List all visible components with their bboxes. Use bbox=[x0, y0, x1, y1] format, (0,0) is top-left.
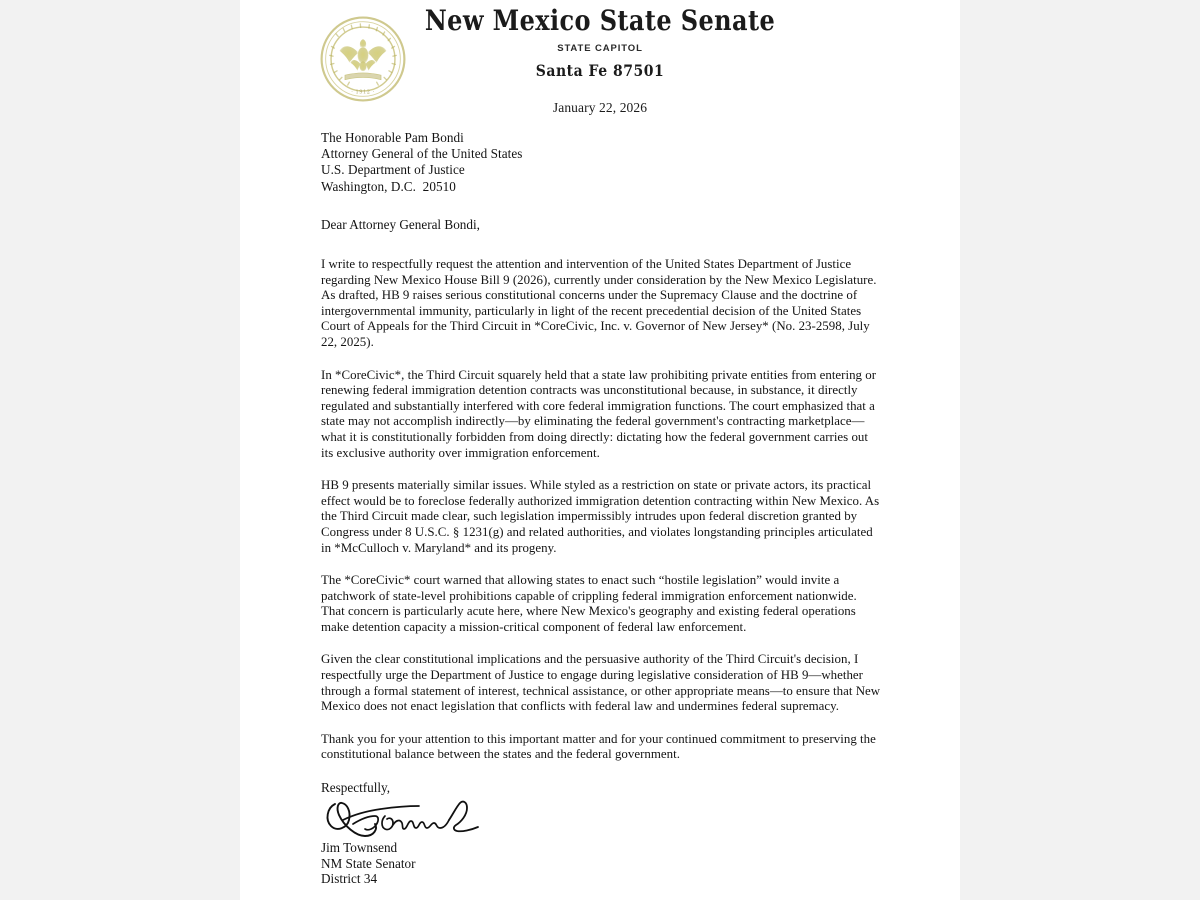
addressee-line-1: The Honorable Pam Bondi bbox=[321, 130, 464, 145]
signer-title: NM State Senator bbox=[321, 855, 416, 871]
signature-block bbox=[321, 840, 883, 887]
letterhead-city-zip: Santa Fe 87501 bbox=[535, 62, 665, 81]
letter-body bbox=[321, 130, 883, 887]
salutation: Dear Attorney General Bondi, bbox=[321, 216, 480, 232]
letterhead bbox=[240, 0, 960, 116]
addressee-block bbox=[321, 130, 883, 195]
body-paragraph-3: HB 9 presents materially similar issues. While styled as a restriction on state or private actors, its practical effect would be to foreclose federally authorized immigration detention contracting within New Mexico. As the Third Circuit made clear, such legislation impermissibly intrudes upon federal discretion granted by Congress under 8 U.S.C. § 1231(g) and related authorities, and violates longstanding principles articulated in *McCulloch v. Maryland* and its progeny. bbox=[321, 478, 880, 555]
body-paragraph-4: The *CoreCivic* court warned that allowing states to enact such “hostile legislation” would invite a patchwork of state-level prohibitions capable of crippling federal immigration enforcement nationwide. That concern is particularly acute here, where New Mexico's geography and existing federal operations make detention capacity a mission-critical component of federal law enforcement. bbox=[321, 573, 857, 634]
addressee-line-2: Attorney General of the United States bbox=[321, 146, 523, 162]
body-paragraph-2: In *CoreCivic*, the Third Circuit squarely held that a state law prohibiting private entities from entering or renewing federal immigration detention contracts was unconstitutional because, in substance, it directly regulated and substantially interfered with core federal immigration functions. The court emphasized that a state may not accomplish indirectly—by eliminating the federal government's contracting marketplace—what it is constitutionally forbidden from doing directly: dictating how the federal government carries out its exclusive authority over immigration enforcement. bbox=[321, 367, 877, 460]
svg-text:· 1912 ·: · 1912 · bbox=[351, 89, 375, 96]
addressee-line-3: U.S. Department of Justice bbox=[321, 162, 465, 178]
body-paragraph-6: Thank you for your attention to this important matter and for your continued commitment to preserving the constitutional balance between the states and the federal government. bbox=[321, 731, 876, 762]
signature-image bbox=[323, 798, 523, 844]
signer-district: District 34 bbox=[321, 871, 378, 887]
body-paragraph-5: Given the clear constitutional implications and the persuasive authority of the Third Circuit's decision, I respectfully urge the Department of Justice to engage during legislative consideration of HB 9—whether through a formal statement of interest, technical assistance, or other appropriate means—to ensure that New Mexico does not enact legislation that conflicts with federal law and undermines federal supremacy. bbox=[321, 652, 881, 714]
letter-page bbox=[240, 0, 960, 900]
addressee-line-4: Washington, D.C. 20510 bbox=[321, 178, 456, 194]
body-paragraph-1: I write to respectfully request the attention and intervention of the United States Department of Justice regarding New Mexico House Bill 9 (2026), currently under consideration by the New Mexico Legislature. As drafted, HB 9 raises serious constitutional concerns under the Supremacy Clause and the doctrine of intergovernmental immunity, particularly in light of the recent precedential decision of the United States Court of Appeals for the Third Circuit in *CoreCivic, Inc. v. Governor of New Jersey* (No. 23-2598, July 22, 2025). bbox=[321, 257, 877, 349]
closing-salutation: Respectfully, bbox=[321, 780, 391, 796]
letterhead-building: STATE CAPITOL bbox=[557, 43, 643, 55]
signer-name: Jim Townsend bbox=[321, 840, 398, 856]
letterhead-organization: New Mexico State Senate bbox=[424, 2, 776, 37]
letter-date: January 22, 2026 bbox=[552, 100, 648, 116]
